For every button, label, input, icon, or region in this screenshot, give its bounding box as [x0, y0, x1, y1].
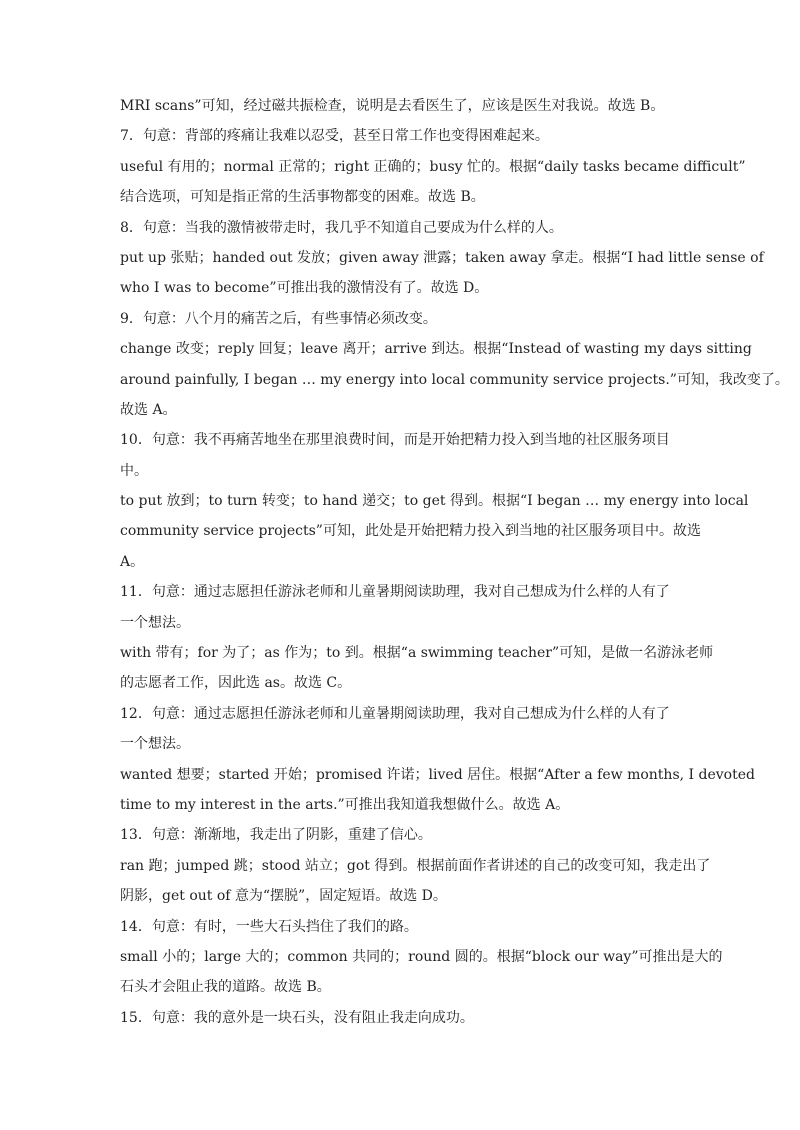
text-line: 13．句意：渐渐地，我走出了阴影，重建了信心。	[120, 827, 432, 844]
text-line: time to my interest in the arts.”可推出我知道我想做什么。故选 A。	[120, 796, 570, 813]
text-line: 10．句意：我不再痛苦地坐在那里浪费时间，而是开始把精力投入到当地的社区服务项目	[120, 432, 670, 449]
text-line: 的志愿者工作，因此选 as。故选 C。	[120, 675, 352, 692]
text-line: around painfully, I began … my energy into local community service projects.”可知，我改变了。	[120, 371, 789, 388]
text-line: 阴影，get out of 意为“摆脱”，固定短语。故选 D。	[120, 888, 447, 905]
text-line: 故选 A。	[120, 401, 177, 418]
text-line: 石头才会阻止我的道路。故选 B。	[120, 979, 331, 996]
text-line: 中。	[120, 462, 148, 479]
text-line: MRI scans”可知，经过磁共振检查，说明是去看医生了，应该是医生对我说。故选 B。	[120, 98, 665, 114]
text-line: put up 张贴；handed out 发放；given away 泄露；taken away 拿走。根据“I had little sense of	[120, 249, 764, 266]
text-line: 12．句意：通过志愿担任游泳老师和儿童暑期阅读助理，我对自己想成为什么样的人有了	[120, 705, 670, 722]
text-line: ran 跑；jumped 跳；stood 站立；got 得到。根据前面作者讲述的自己的改变可知，我走出了	[120, 857, 711, 874]
text-line: 8．句意：当我的激情被带走时，我几乎不知道自己要成为什么样的人。	[120, 219, 563, 236]
text-line: 14．句意：有时，一些大石头挡住了我们的路。	[120, 918, 418, 935]
text-line: 结合选项，可知是指正常的生活事物都变的困难。故选 B。	[120, 189, 485, 206]
document-body	[120, 91, 789, 1033]
text-line: small 小的；large 大的；common 共同的；round 圆的。根据“block our way”可推出是大的	[120, 948, 723, 965]
text-line: A。	[120, 553, 145, 570]
text-line: 一个想法。	[120, 736, 190, 753]
text-line: 一个想法。	[120, 614, 190, 631]
text-line: 11．句意：通过志愿担任游泳老师和儿童暑期阅读助理，我对自己想成为什么样的人有了	[120, 584, 670, 601]
text-line: with 带有；for 为了；as 作为；to 到。根据“a swimming teacher”可知，是做一名游泳老师	[120, 645, 714, 662]
text-line: community service projects”可知，此处是开始把精力投入到当地的社区服务项目中。故选	[120, 523, 701, 540]
text-line: 15．句意：我的意外是一块石头，没有阻止我走向成功。	[120, 1009, 474, 1026]
text-line: change 改变；reply 回复；leave 离开；arrive 到达。根据“Instead of wasting my days sitting	[120, 341, 752, 358]
text-line: who I was to become”可推出我的激情没有了。故选 D。	[120, 280, 489, 297]
text-line: 7．句意：背部的疼痛让我难以忍受，甚至日常工作也变得困难起来。	[120, 128, 549, 145]
text-line: 9．句意：八个月的痛苦之后，有些事情必须改变。	[120, 310, 437, 327]
text-line: useful 有用的；normal 正常的；right 正确的；busy 忙的。根据“daily tasks became difficult”	[120, 158, 746, 175]
text-line: wanted 想要；started 开始；promised 许诺；lived 居住。根据“After a few months, I devoted	[120, 766, 755, 783]
text-line: to put 放到；to turn 转变；to hand 递交；to get 得到。根据“I began … my energy into local	[120, 493, 749, 510]
